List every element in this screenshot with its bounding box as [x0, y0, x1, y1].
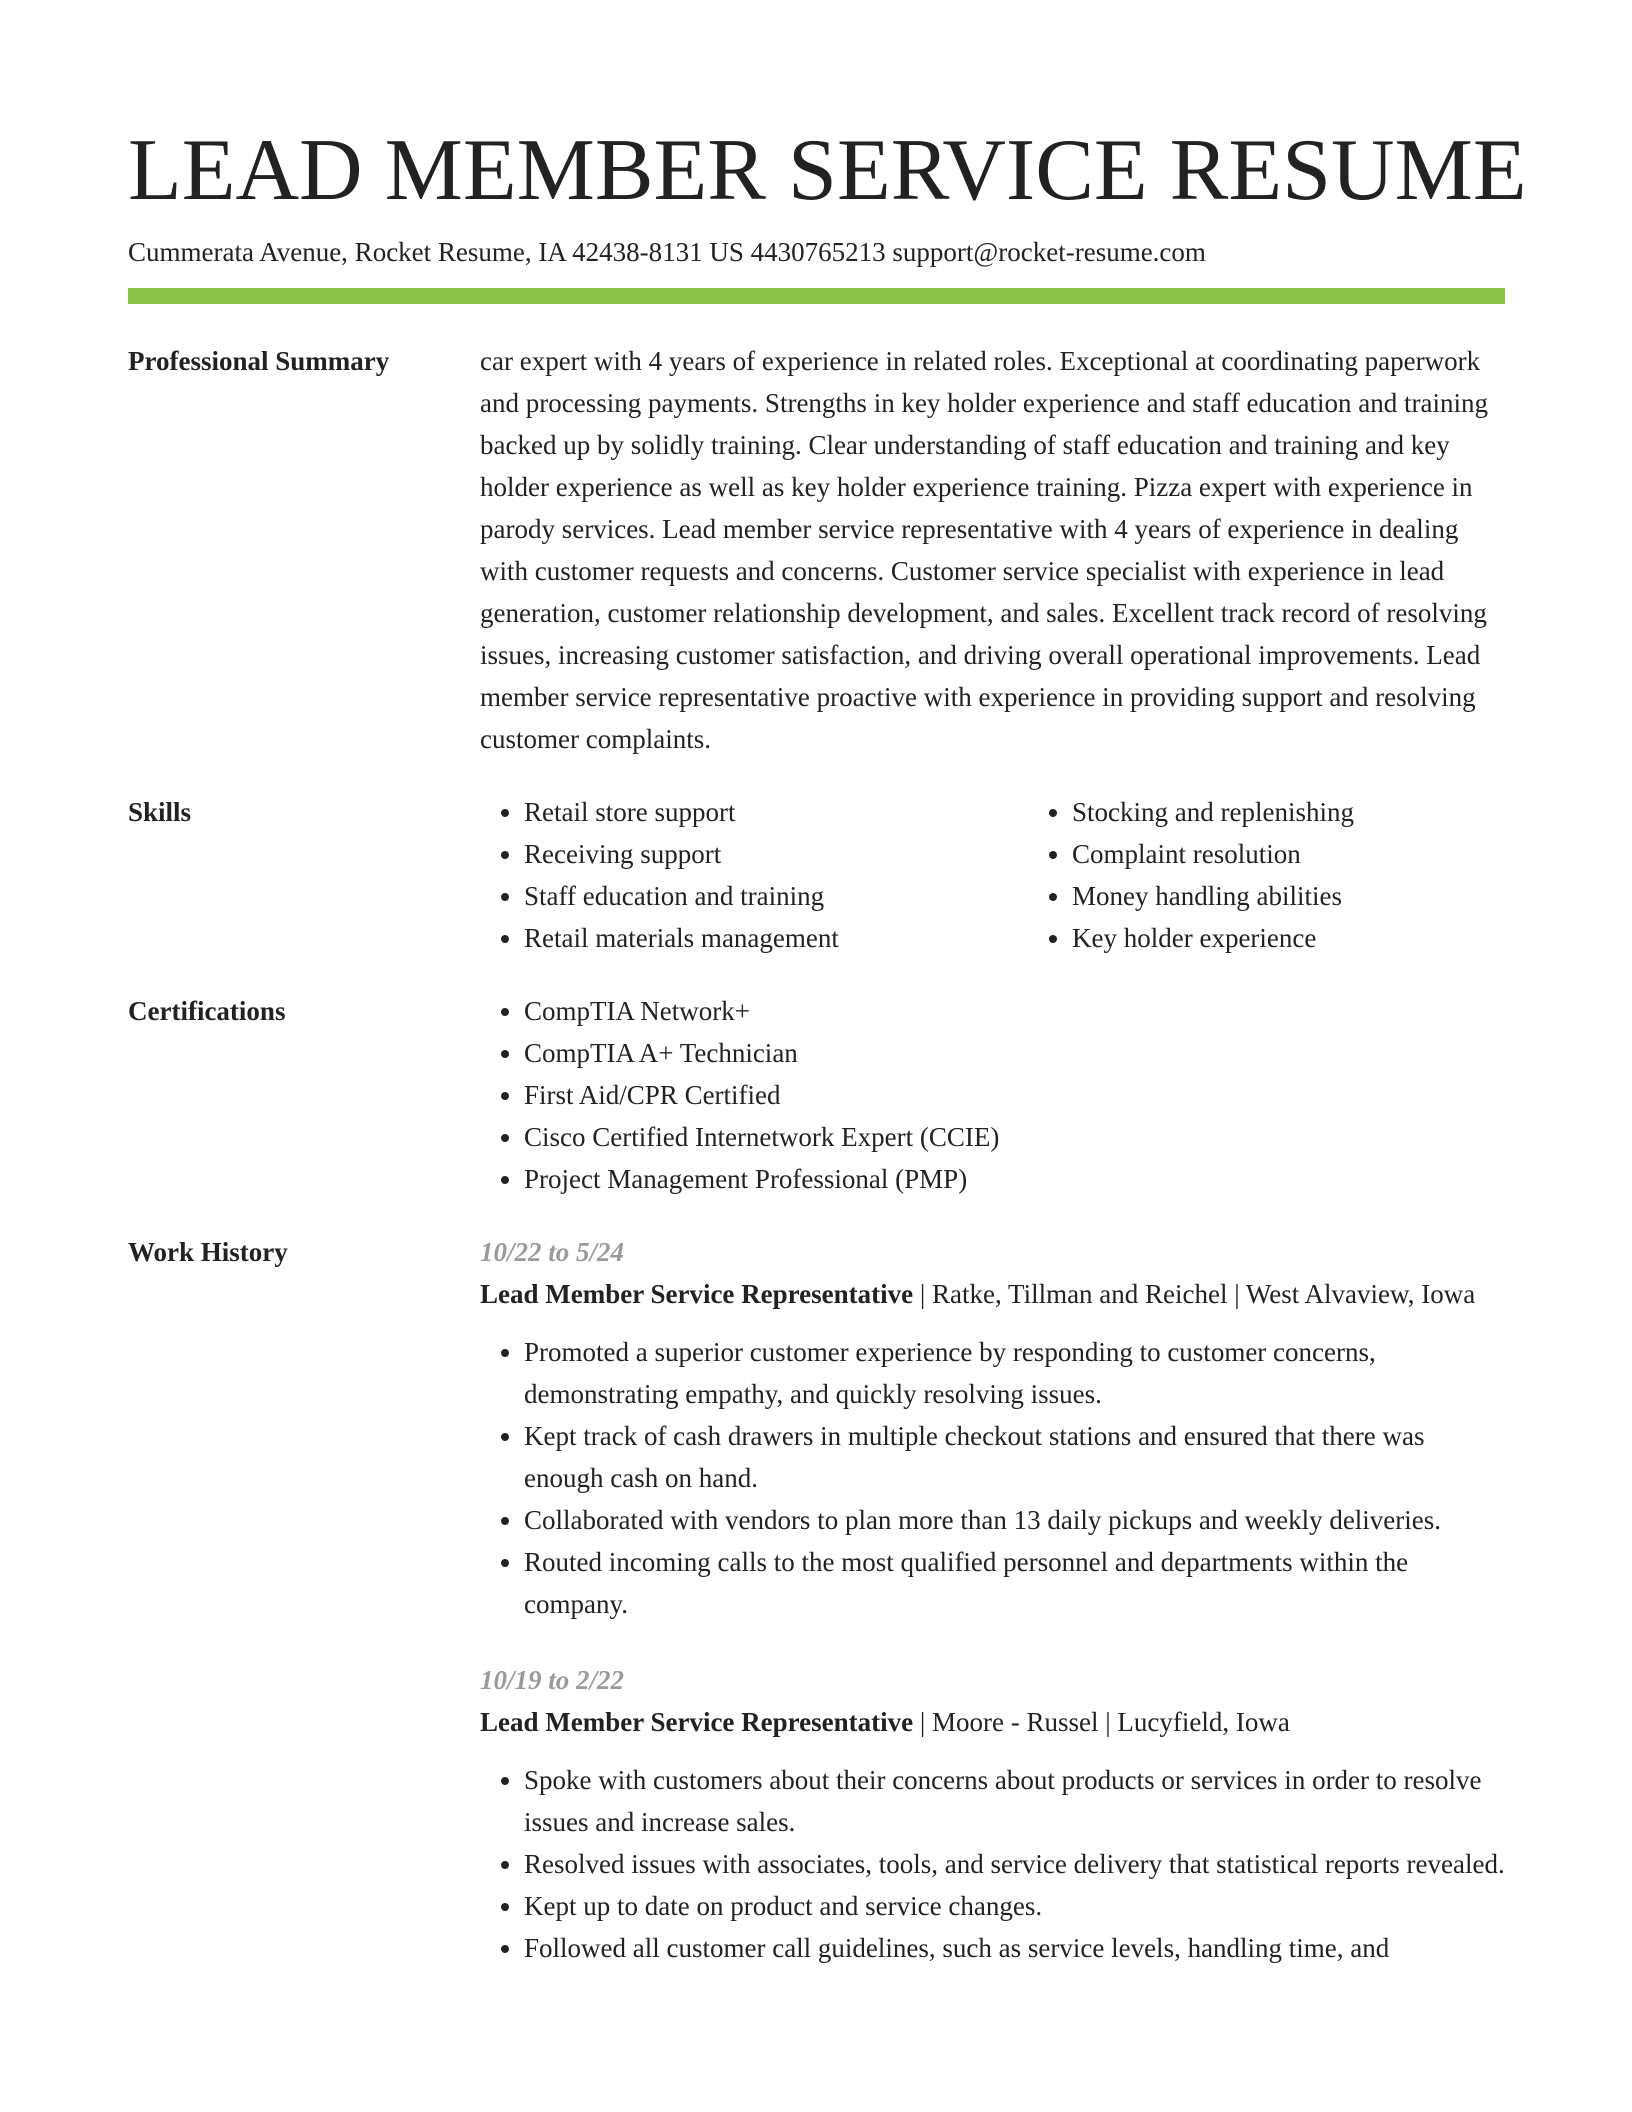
skill-item: • Money handling abilities: [1072, 875, 1576, 917]
skill-item: • Complaint resolution: [1072, 833, 1576, 875]
skill-item: • Staff education and training: [524, 875, 1028, 917]
job-dates: 10/22 to 5/24: [480, 1237, 625, 1267]
job-bullet: • Spoke with customers about their concerns about products or services in order to resolve issues and increase sales.: [524, 1759, 1505, 1843]
skill-item: • Stocking and replenishing: [1072, 791, 1576, 833]
job-entry: [480, 1659, 1505, 1969]
job-dates: 10/19 to 2/22: [480, 1665, 625, 1695]
job-details: | Ratke, Tillman and Reichel | West Alvaview, Iowa: [913, 1279, 1476, 1309]
job-details: | Moore - Russel | Lucyfield, Iowa: [913, 1707, 1290, 1737]
certifications-body: [480, 990, 1505, 1200]
job-heading: [480, 1701, 1505, 1743]
work-history-body: [480, 1231, 1505, 2003]
skill-item: • Retail materials management: [524, 917, 1028, 959]
work-history-label: Work History: [128, 1237, 288, 1267]
job-bullet: • Followed all customer call guidelines, such as service levels, handling time, and: [524, 1927, 1505, 1969]
skill-item: • Key holder experience: [1072, 917, 1576, 959]
certifications-label: Certifications: [128, 996, 286, 1026]
summary-section: [128, 340, 1504, 760]
job-bullet: • Collaborated with vendors to plan more than 13 daily pickups and weekly deliveries.: [524, 1499, 1505, 1541]
skill-item: • Receiving support: [524, 833, 1028, 875]
skills-list-right: [1028, 791, 1576, 959]
resume-title: LEAD MEMBER SERVICE RESUME: [128, 122, 1527, 219]
certification-item: • CompTIA Network+: [524, 990, 1505, 1032]
job-bullet: • Routed incoming calls to the most qualified personnel and departments within the company.: [524, 1541, 1505, 1625]
certifications-section: [128, 990, 1504, 1200]
skills-label: Skills: [128, 797, 192, 827]
accent-divider: [128, 288, 1505, 304]
job-bullet: • Promoted a superior customer experience by responding to customer concerns, demonstrating empathy, and quickly resolving issues.: [524, 1331, 1505, 1415]
work-history-section: [128, 1231, 1504, 2003]
skills-list-left: [480, 791, 1028, 959]
certification-item: • Cisco Certified Internetwork Expert (CCIE): [524, 1116, 1505, 1158]
job-title: Lead Member Service Representative: [480, 1707, 914, 1737]
job-title: Lead Member Service Representative: [480, 1279, 914, 1309]
contact-line: Cummerata Avenue, Rocket Resume, IA 42438-8131 US 4430765213 support@rocket-resume.com: [128, 237, 1206, 267]
certification-item: • Project Management Professional (PMP): [524, 1158, 1505, 1200]
job-bullet: • Resolved issues with associates, tools, and service delivery that statistical reports revealed.: [524, 1843, 1505, 1885]
skills-section: [128, 791, 1504, 959]
job-heading: [480, 1273, 1505, 1315]
job-bullet: • Kept track of cash drawers in multiple checkout stations and ensured that there was enough cash on hand.: [524, 1415, 1505, 1499]
summary-text: car expert with 4 years of experience in related roles. Exceptional at coordinating paperwork and processing payments. Strengths in key holder experience and staff education and training backed up by solidly training. Clear understanding of staff education and training and key holder experience as well as key holder experience training. Pizza expert with experience in parody services. Lead member service representative with 4 years of experience in dealing with customer requests and concerns. Customer service specialist with experience in lead generation, customer relationship development, and sales. Excellent track record of resolving issues, increasing customer satisfaction, and driving overall operational improvements. Lead member service representative proactive with experience in providing support and resolving customer complaints.: [480, 346, 1488, 754]
skills-body: [480, 791, 1505, 959]
job-entry: [480, 1231, 1505, 1625]
job-bullets: [480, 1759, 1505, 1969]
job-bullet: • Kept up to date on product and service changes.: [524, 1885, 1505, 1927]
job-bullets: [480, 1331, 1505, 1625]
skill-item: • Retail store support: [524, 791, 1028, 833]
certifications-list: [480, 990, 1505, 1200]
summary-label: Professional Summary: [128, 346, 390, 376]
summary-body: [480, 340, 1505, 760]
certification-item: • CompTIA A+ Technician: [524, 1032, 1505, 1074]
certification-item: • First Aid/CPR Certified: [524, 1074, 1505, 1116]
